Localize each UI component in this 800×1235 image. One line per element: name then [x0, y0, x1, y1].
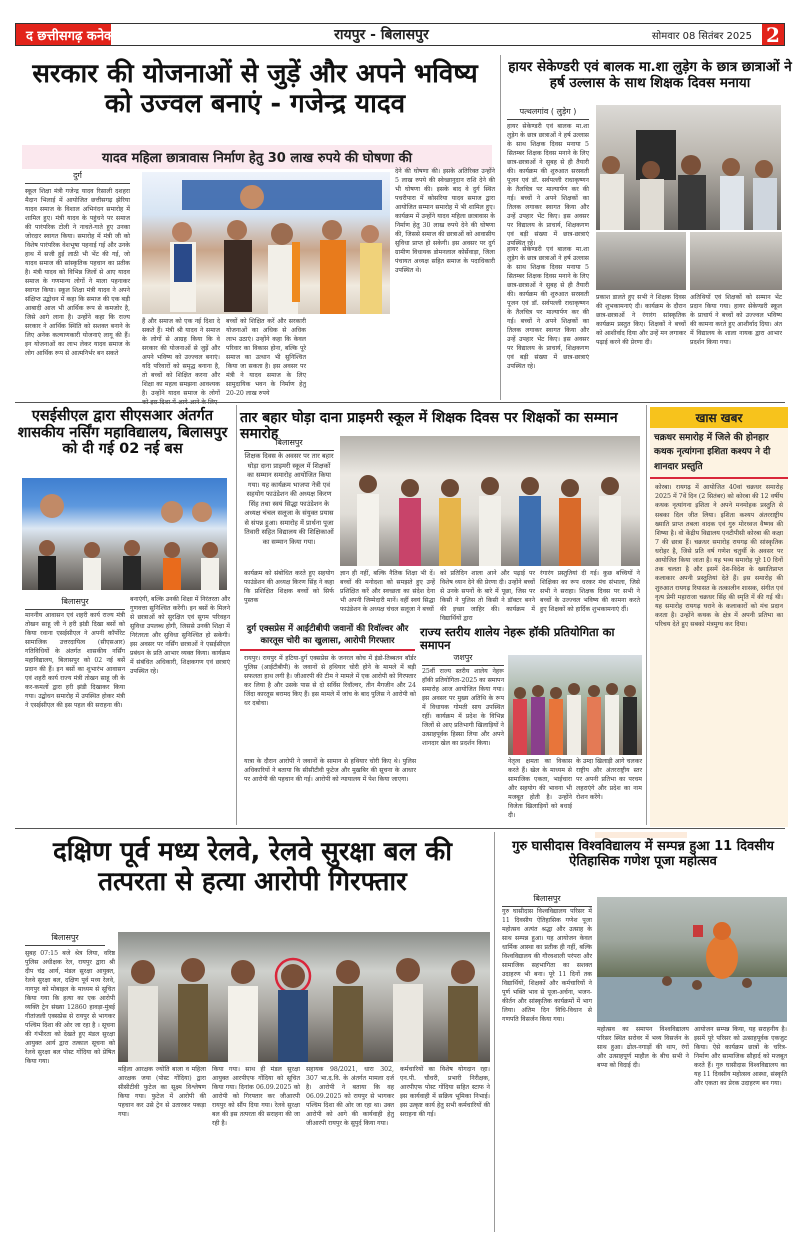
hockey-event-photo-illustration — [508, 655, 642, 755]
page-number: 2 — [762, 24, 784, 45]
story2-text-col1: हायर सेकेण्डरी एवं बालक मा.शा लुड़ेग के छात्र छात्राओं ने हर्ष उल्लास के साथ शिक्षक दिवस मनाया 5 सितम्बर शिक्षक दिवस मनाने के लिए छात्र-छात्राओं ने सुबह से ही तैयारी की। कार्यक्रम की शुरुआत सरस्वती पूजन एवं डॉ. सर्वपल्ली राधाकृष्णन के तैलचित्र पर माल्यार्पण कर की गई। बच्चों ने अपने शिक्षकों का तिलक लगाकर स्वागत किया और उन्हें उपहार भेंट किए। इस अवसर पर विद्यालय के प्राचार्य, शिक्षकगण एवं बड़ी संख्या में छात्र-छात्राएं उपस्थित रहे। — [507, 123, 589, 247]
edition-city: रायपुर - बिलासपुर — [334, 27, 429, 43]
story7-text-col1: सुबह 07:15 बजे श्रेत्र लिया, वरिष्ठ पुलिस अधीक्षक रेल, रायपुर द्वारा श्री दीप चंद्र आर्य, मंडल सुरक्षा आयुक्त, रेलवे सुरक्षा बल, दक्षिण पूर्व मध्य रेलवे, नागपुर को मोबाइल के माध्यम से सूचित किया गया कि हत्या का एक आरोपी व्यक्ति ट्रेन संख्या 12860 हावड़ा-मुंबई गीतांजली एक्सप्रेस से रायपुर से भागकर पश्चिम दिशा की ओर जा रहा है । सूचना की गंभीरता को देखते हुए मंडल सुरक्षा आयुक्त आर्य द्वारा तत्काल सूचना को रेलवे सुरक्षा बल पोस्ट गोंदिया को प्रेषित किया गया। — [25, 950, 115, 1065]
story7-text-col2: महिला आरक्षक ज्योति बाला व महिला आरक्षक जया (पोस्ट गोंदिया) द्वारा सीसीटीवी फुटेज का सूक्ष्म विश्लेषण किया गया। फुटेज में आरोपी की पहचान कर उसे ट्रेन से उतारकर पकड़ा गया। — [118, 1066, 206, 1118]
column-divider — [236, 405, 237, 825]
story4-text-col5: रंगारंग प्रस्तुतियां दी गई। कुछ बच्चियों ने शिक्षिका का रूप धरकर मंच संभाला, जिसे सभी ने सराहा। शिक्षक दिवस पर सभी ने बच्चों के उज्ज्वल भविष्य की कामना करते हुए शिक्षकों को हार्दिक शुभकामनाएं दीं। — [540, 570, 640, 613]
section-divider — [15, 402, 785, 403]
story2-text-col3: अतिथियों एवं शिक्षकों को सम्मान भेंट प्रदान किया गया। हायर सेकेण्डरी स्कूल के प्राचार्य ने बच्चों को उज्ज्वल भविष्य की कामना करते हुए आशीर्वाद दिया। अंत में विद्यालय के शाला नायक द्वारा आभार प्रदर्शन किया गया। — [690, 294, 782, 346]
khas-khabar-label: खास खबर — [650, 407, 788, 428]
story2-text-col2: प्रकाश डालते हुए सभी ने शिक्षक दिवस की शुभकामनाएं दी। कार्यक्रम के दौरान छात्र-छात्राओं ने रंगारंग सांस्कृतिक कार्यक्रम प्रस्तुत किए। शिक्षकों ने बच्चों को आशीर्वाद दिया और उन्हें मन लगाकर पढ़ाई करने की प्रेरणा दी। — [596, 294, 686, 346]
bus-ceremony-photo-illustration — [22, 478, 227, 590]
story2-photo-2 — [596, 232, 686, 290]
story1-text-col1: स्कूल शिक्षा मंत्री गजेन्द्र यादव रिसाली दशहरा मैदान भिलाई में आयोजित छत्तीसगढ़ झेरिया यादव समाज के विशाल अभिनंदन समारोह में शामिल हुए। मंत्री यादव के पहुंचने पर समाज की पारंपरिक टोली ने नाचते-गाते हुए उनका जोरदार स्वागत किया। समारोह में मंत्री जी को विशेष पारंपरिक वेशभूषा पहनाई गई और उनके हाथ में सजी हुई लाठी भी भेंट की गई, जो यादव समाज की सांस्कृतिक पहचान का प्रतीक है। मंत्री यादव को विभिन्न जिलों से आए यादव समाज के गणमान्य लोगों ने माला पहनाकर स्वागत किया। स्कूल शिक्षा मंत्री यादव ने अपने संक्षिप्त उद्बोधन में कहा कि समाज की एक बड़ी आबादी आज भी आर्थिक रूप से कमजोर है, जिसे आगे लाना है। उन्होंने कहा कि राज्य सरकार ने आर्थिक स्थिति को सशक्त बनाने के लिए अनेक कल्याणकारी योजनाएं लागू की हैं। इन योजनाओं का लाभ लेकर यादव समाज के लोग आर्थिक रूप से आत्मनिर्भर बन सकते — [25, 188, 130, 357]
story4-text-col2: कार्यक्रम को संबोधित करते हुए सहयोग फाउंडेशन की अध्यक्ष किरण सिंह ने कहा कि प्रशिक्षित शिक्षक बच्चों को सिर्फ पुस्तक — [244, 570, 334, 604]
section-divider — [15, 828, 785, 829]
story1-text-col3: बच्चों को शिक्षित करें और सरकारी योजनाओं का अधिक से अधिक लाभ उठाएं। उन्होंने कहा कि केवल परिवार का विकास होना, बल्कि पूरे समाज का उत्थान भी सुनिश्चित किया जा सकता है। इस अवसर पर मंत्री ने यादव समाज के लिए सामुदायिक भवन के निर्माण हेतु 20-20 लाख रुपये — [226, 318, 306, 397]
story7-dateline: बिलासपुर — [25, 932, 105, 946]
edition-date: सोमवार 08 सितंबर 2025 — [651, 30, 752, 42]
khas-khabar-box — [650, 407, 788, 827]
story1-text-col4: देने की घोषणा की। इसके अतिरिक्त उन्होंने 5 लाख रुपये की स्वेच्छानुदान राशि देने की भी घोषणा की। इसके बाद वे दुर्ग स्थित पचरीपारा में कोसरिया यादव समाज द्वारा आयोजित सम्मान समारोह में भी शामिल हुए। कार्यक्रम में उन्होंने यादव महिला छात्रावास के निर्माण हेतु 30 लाख रुपये देने की घोषणा की, जिससे समाज की छात्राओं को आवासीय सुविधा प्राप्त हो सकेगी। इस अवसर पर दुर्ग ग्रामीण विधायक डोमनलाल कोर्सेवाड़ा, जिला पंचायत अध्यक्ष सहित समाज के पदाधिकारी उपस्थित थे। — [395, 168, 495, 274]
story4-headline: तार बहार घोड़ा दाना प्राइमरी स्कूल में शिक्षक दिवस पर शिक्षकों का सम्मान समारोह — [240, 410, 618, 443]
column-divider — [500, 55, 501, 400]
story5-headline: दुर्ग एक्सप्रेस में आईटीबीपी जवानों की रिवॉल्वर और कारतूस चोरी का खुलासा, आरोपी गिरफ्तार — [240, 624, 415, 651]
story7-text-col3: किया गया। साथ ही मंडल सुरक्षा आयुक्त आरपीएफ गोंदिया को सूचित किया गया। दिनांक 06.09.2025 को आरोपी को गिरफ्तार कर जीआरपी रायपुर को सौंप दिया गया। रेलवे सुरक्षा बल की इस तत्परता की सराहना की जा रही है। — [212, 1066, 300, 1127]
khas-khabar-headline: चक्रधर समारोह में जिले की होनहार कथक नृत्यांगना इशिता कश्यप ने दी शानदार प्रस्तुति — [650, 428, 788, 479]
story2-headline: हायर सेकेण्डरी एवं बालक मा.शा लुड़ेग के छात्र छात्राओं ने हर्ष उल्लास के साथ शिक्षक दिवस मनाया — [508, 59, 792, 91]
column-divider — [494, 832, 495, 1232]
story6-photo — [508, 655, 642, 755]
rpf-arrest-photo-illustration — [118, 932, 490, 1062]
newspaper-brand: द छत्तीसगढ़ कनेक्ट — [16, 24, 111, 45]
story2-photo-3 — [690, 232, 782, 290]
teachers-honour-photo-illustration — [340, 436, 640, 566]
story7-photo — [118, 932, 490, 1062]
teachers-day-photo-illustration — [596, 105, 781, 230]
story7-text-col5: कर्मचारियों का विशेष योगदान रहा। एन.पी. चौधरी, प्रभारी निरीक्षक, आरपीएफ पोस्ट गोंदिया सहित स्टाफ ने इस कार्यवाही में सक्रिय भूमिका निभाई। इस उत्कृष्ट कार्य हेतु सभी कर्मचारियों की सराहना की गई। — [400, 1066, 490, 1118]
story2-text-col1-cont: हायर सेकेण्डरी एवं बालक मा.शा लुड़ेग के छात्र छात्राओं ने हर्ष उल्लास के साथ शिक्षक दिवस मनाया 5 सितम्बर शिक्षक दिवस मनाने के लिए छात्र-छात्राओं ने सुबह से ही तैयारी की। कार्यक्रम की शुरुआत सरस्वती पूजन एवं डॉ. सर्वपल्ली राधाकृष्णन के तैलचित्र पर माल्यार्पण कर की गई। बच्चों ने अपने शिक्षकों का तिलक लगाकर स्वागत किया और उन्हें उपहार भेंट किए। इस अवसर पर विद्यालय के प्राचार्य, शिक्षकगण एवं बड़ी संख्या में छात्र-छात्राएं उपस्थित रहे। — [507, 246, 589, 370]
story6-dateline: जशपुर — [422, 652, 504, 666]
ceremony-photo-illustration — [142, 172, 390, 314]
khas-khabar-text: कोरबा। रायगढ़ में आयोजित 40वां चक्रधर समारोह 2025 में 7वें दिन (2 सितंबर) को कोरबा की 12 वर्षीय कथक नृत्यांगना इशिता ने अपने मनमोहक प्रस्तुति से सबका दिल जीत लिया। इशिता कश्यप अंतरराष्ट्रीय ख्याति प्राप्त तबला वादक एवं गुरु मोरध्वज वैष्णव की शिष्या है। वो केंद्रीय विद्यालय एनटीपीसी कोरबा की कक्षा 7 की छात्रा हैं। चक्रधर समारोह रायगढ़ की सांस्कृतिक धरोहर है, जिसे प्रति वर्ष गणेश चतुर्थी के अवसर पर आयोजित किया जाता है। यह भव्य समारोह पूरे 10 दिनों तक चलता है और इसमें देश-विदेश के ख्यातिप्राप्त कलाकार अपनी प्रस्तुतियां देते हैं। इस समारोह की शुरुआत रायगढ़ रियासत के तत्कालीन शासक, संगीत एवं नृत्य प्रेमी महाराजा चक्रधर सिंह की स्मृति में की गई थी। यह समारोह रायगढ़ घराने के कलाकारों को मंच प्रदान करता है। उन्होंने कथक के क्षेत्र में अपनी प्रतिभा का परिचय देते हुए सबको मंत्रमुग्ध कर दिया। — [655, 484, 783, 629]
story4-dateline: बिलासपुर — [244, 437, 334, 451]
masthead — [15, 23, 785, 46]
story5-text-col1: रायपुर। रायपुर में हटिया-दुर्ग एक्सप्रेस के जनरल कोच में इंडो-तिब्बतन बॉर्डर पुलिस (आईटीबीपी) के जवानों से हथियार चोरी होने के मामले में बड़ी सफलता हाथ लगी है। जीआरपी की टीम ने मामले में एक आरोपी को गिरफ्तार कर लिया है और उसके पास से दो सर्विस रिवॉल्वर, तीन मैगजीन और 24 जिंदा कारतूस बरामद किए हैं। इस मामले में जांच के बाद पुलिस ने आरोपी को धर दबोचा। — [244, 655, 416, 707]
column-divider — [646, 405, 647, 825]
story1-subhead: यादव महिला छात्रावास निर्माण हेतु 30 लाख रुपये की घोषणा की — [22, 145, 492, 169]
story6-headline: राज्य स्तरीय शालेय नेहरू हॉकी प्रतियोगिता का समापन — [420, 625, 615, 653]
story3-photo — [22, 478, 227, 590]
story7-text-col4: सहायक 98/2021, धारा 302, 307 भा.द.वि. के अंतर्गत मामला दर्ज है। आरोपी ने बताया कि वह 06.09.2025 को रायपुर से भागकर पश्चिम दिशा की ओर जा रहा था। उक्त आरोपी को आगे की कार्यवाही हेतु जीआरपी रायपुर के सुपुर्द किया गया। — [306, 1066, 394, 1127]
story8-headline: गुरु घासीदास विश्वविद्यालय में सम्पन्न हुआ 11 दिवसीय ऐतिहासिक गणेश पूजा महोत्सव — [512, 839, 774, 869]
story6-text-col1: 25वीं राज्य स्तरीय शालेय नेहरू हॉकी प्रतियोगिता-2025 का समापन समारोह आज आयोजित किया गया। इस अवसर पर मुख्य अतिथि के रूप में विधायक गोमती साय उपस्थित रहीं। कार्यक्रम में प्रदेश के विभिन्न जिलों से आए प्रतिभागी खिलाड़ियों ने उत्साहपूर्वक हिस्सा लिया और अपने शानदार खेल का प्रदर्शन किया। — [422, 668, 504, 747]
story3-dateline: बिलासपुर — [25, 596, 125, 610]
story4-text-col3: ज्ञान ही नहीं, बल्कि नैतिक शिक्षा भी दें। बच्चों की मनोदशा को समझते हुए उन्हें प्रशिक्षित करें और स्वच्छता का संदेश देना भी अपनी जिम्मेदारी मानें। वहीं स्वयं सिद्धा फाउंडेशन के अध्यक्ष चंचल सलूजा ने बच्चों — [340, 570, 435, 613]
story4-photo — [340, 436, 640, 566]
story1-text-col2: हैं और समाज को एक नई दिशा दे सकते हैं। मंत्री श्री यादव ने समाज के लोगों से आग्रह किया कि वे सरकार की योजनाओं से जुड़ें और अपने भविष्य को उज्ज्वल बनाएं। यदि परिवारों को समृद्ध बनाना है, तो बच्चों को शिक्षित करना और शिक्षा का महत्व समझना आवश्यक है। उन्होंने यादव समाज के लोगों — [142, 318, 220, 397]
story7-headline: दक्षिण पूर्व मध्य रेलवे, रेलवे सुरक्षा बल की तत्परता से हत्या आरोपी गिरफ्तार — [52, 837, 453, 897]
story8-text-col1: गुरु घासीदास विश्वविद्यालय परिसर में 11 दिवसीय ऐतिहासिक गणेश पूजा महोत्सव अत्यंत श्रद्धा और उत्साह के साथ सम्पन्न हुआ। यह आयोजन केवल धार्मिक आस्था का प्रतीक ही नहीं, बल्कि विश्वविद्यालय की गौरवशाली परंपरा और सामाजिक सहभागिता का सशक्त उदाहरण भी बना। पूरे 11 दिनों तक विद्यार्थियों, शिक्षकों और कर्मचारियों ने पूर्ण भक्ति भाव से पूजा-अर्चना, भजन-कीर्तन और सांस्कृतिक कार्यक्रमों में भाग लिया। अंतिम दिन विधि-विधान से गणपति विसर्जन किया गया। — [502, 908, 592, 1023]
story5-text-col2: यात्रा के दौरान आरोपी ने जवानों के सामान से हथियार चोरी किए थे। पुलिस अधिकारियों ने बताया कि सीसीटीवी फुटेज और मुखबिर की सूचना के आधार पर आरोपी की पहचान की गई। आरोपी को न्यायालय में पेश किया जाएगा। — [244, 758, 416, 783]
story6-text-col2: नेतृत्व क्षमता का विकास करते हैं। खेल के माध्यम से सामाजिक एकता, भाईचारा और सहयोग की भावना भी मजबूत होती है। उन्होंने विजेता खिलाड़ियों को बधाई दी। — [508, 758, 572, 819]
story3-headline: एसईसीएल द्वारा सीएसआर अंतर्गत शासकीय नर्सिंग महाविद्यालय, बिलासपुर को दी गई 02 नई बस — [17, 408, 228, 458]
story4-text-col4: को प्रतिदिन शाला आने और पढ़ाई पर विशेष ध्यान देने की प्रेरणा दी। उन्होंने बच्चों से उनके सपनों के बारे में पूछा, जिस पर किसी ने पुलिस तो किसी ने डॉक्टर बनने की इच्छा जाहिर की। कार्यक्रम में विद्यार्थियों द्वारा — [440, 570, 535, 622]
story8-photo — [597, 897, 787, 1022]
story8-text-col2: महोत्सव का समापन विश्वविद्यालय परिसर स्थित सरोवर में भव्य विसर्जन के साथ हुआ। ढोल-नगाड़ों की थाप, रंगों और उत्साहपूर्ण माहौल के बीच सभी ने बप्पा को विदाई दी। — [597, 1026, 689, 1069]
story6-text-col3: के उम्दा खिलाड़ी आगे चलकर राष्ट्रीय और अंतरराष्ट्रीय स्तर पर अपनी प्रतिभा का परचम लहराएंगे और प्रदेश का नाम रोशन करेंगे। — [576, 758, 642, 801]
story8-dateline: बिलासपुर — [502, 893, 592, 907]
story2-dateline: पत्थलगांव ( लुड़ेग ) — [507, 106, 589, 120]
story8-text-col3: आयोजन सम्पन्न किया, यह सराहनीय है। इसमें पूरे परिसर को उत्साहपूर्वक एकजुट किया। ऐसे कार्यक्रम छात्रों के चरित्र-निर्माण और सामाजिक सौहार्द को मजबूत करते हैं। गुरु घासीदास विश्वविद्यालय का यह 11 दिवसीय महोत्सव आस्था, संस्कृति और एकता का प्रेरक उदाहरण बन गया। — [694, 1026, 787, 1087]
story1-headline: सरकार की योजनाओं से जुड़ें और अपने भविष्य को उज्वल बनाएं - गजेन्द्र यादव — [32, 59, 478, 119]
story1-photo — [142, 172, 390, 314]
ganesh-immersion-photo-illustration — [597, 897, 787, 1022]
story1-dateline: दुर्ग — [25, 170, 130, 184]
decorative-strip — [595, 832, 687, 838]
story3-text-col1: माननीय आवासन एवं शहरी कार्य राज्य मंत्री तोखन साहू जी ने हरी झंडी दिखा बसों को किया रवाना एसईसीएल ने अपनी कॉर्पोरेट सामाजिक उत्तरदायित्व (सीएसआर) गतिविधियों के अंतर्गत शासकीय नर्सिंग महाविद्यालय, बिलासपुर को 02 नई बसें प्रदान की हैं। इन बसों का शुभारंभ आवासन एवं शहरी कार्य राज्य मंत्री तोखन साहू जी के कर-कमलों द्वारा हरी झंडी दिखाकर किया गया। उद्बोधन समारोह में उपस्थित होकर मंत्री ने एसईसीएल की इस पहल की सराहना की। — [25, 612, 125, 709]
story3-text-col2: बनाएंगी, बल्कि उनकी शिक्षा में निरंतरता और गुणवत्ता सुनिश्चित करेंगी। इन बसों के मिलने से छात्राओं को सुरक्षित एवं सुगम परिवहन सुविधा उपलब्ध होगी, जिससे उनकी शिक्षा में निरंतरता और सुविधा सुनिश्चित हो सकेगी। इस अवसर पर नर्सिंग छात्राओं ने एसईसीएल प्रबंधन के प्रति आभार व्यक्त किया। कार्यक्रम में संबंधित अधिकारी, शिक्षकगण एवं छात्राएं उपस्थित रहे। — [130, 596, 230, 675]
story4-text-col1: शिक्षक दिवस के अवसर पर तार बहार घोड़ा दाना प्राइमरी स्कूल में शिक्षकों का सम्मान समारोह आयोजित किया गया। यह कार्यक्रम भाजपा नेत्री एवं सहयोग फाउंडेशन की अध्यक्ष किरण सिंह तथा स्वयं सिद्धा फाउंडेशन के अध्यक्ष चंचल सलूजा के संयुक्त प्रयास से संपन्न हुआ। समारोह में प्रार्थना पूजा तिवारी सहित विद्यालय की शिक्षिकाओं का सम्मान किया गया। — [244, 452, 334, 546]
story2-photo-1 — [596, 105, 781, 230]
